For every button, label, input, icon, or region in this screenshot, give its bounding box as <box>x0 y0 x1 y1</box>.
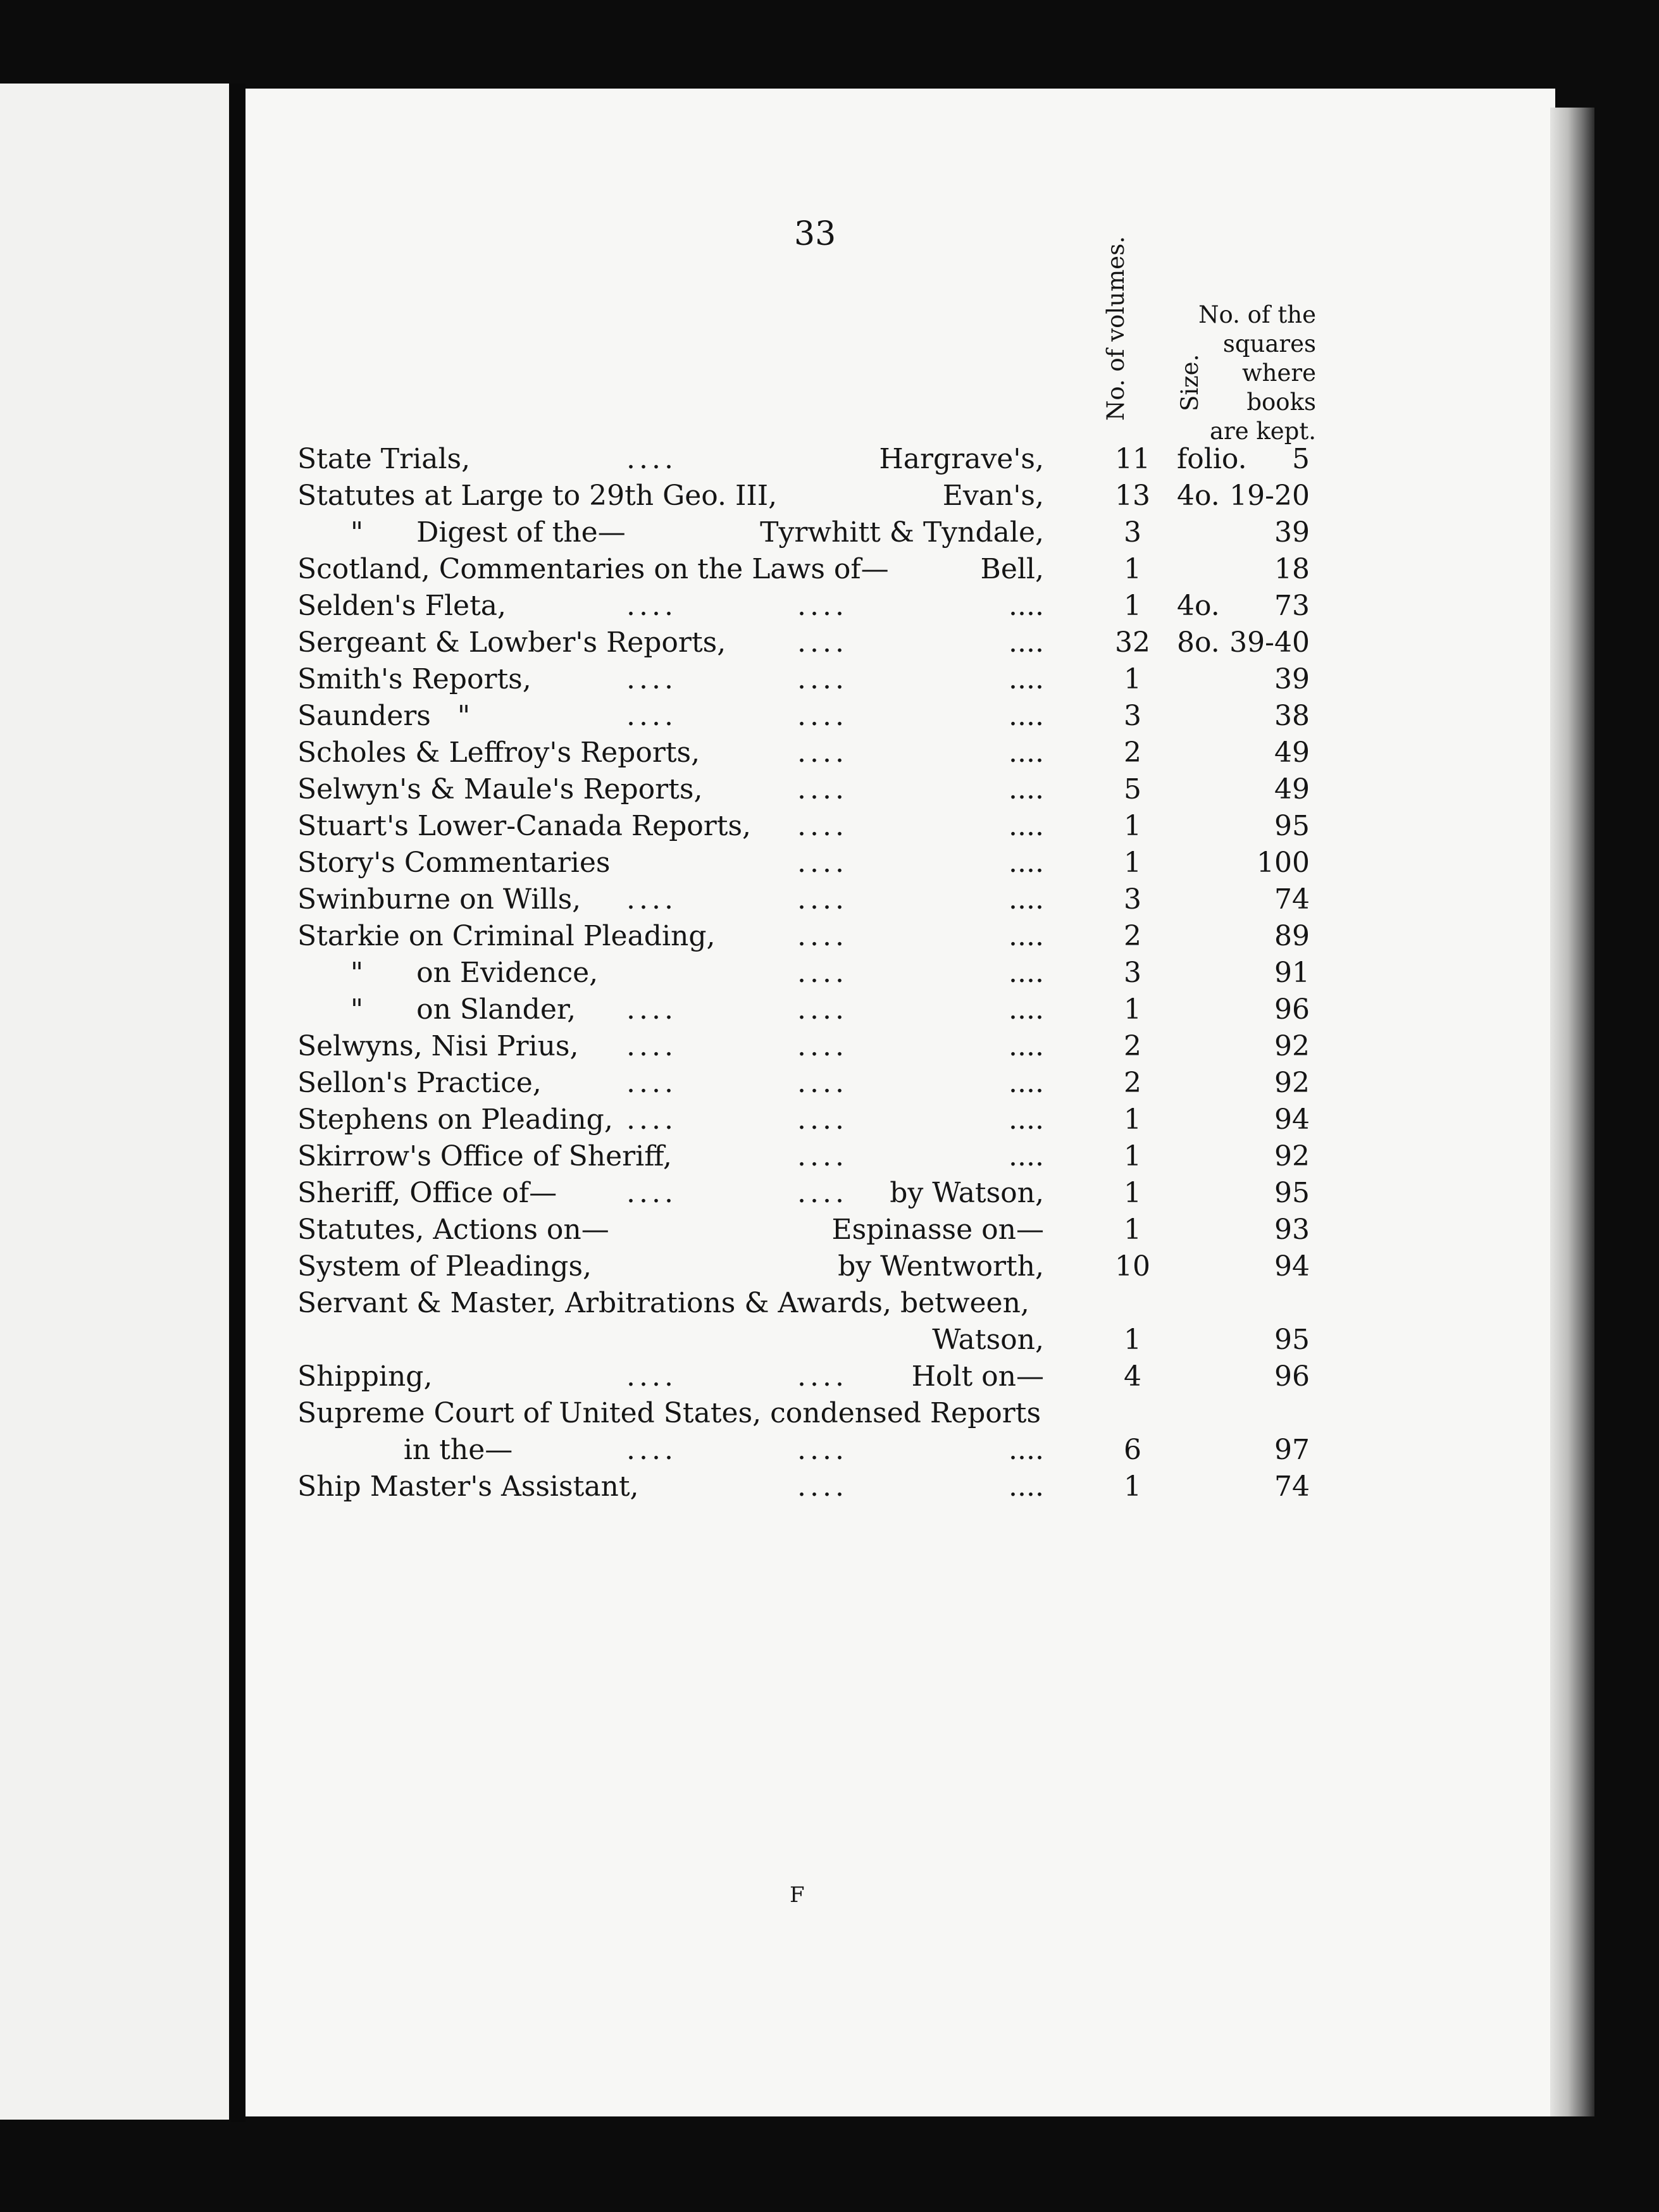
book-author: .... <box>1009 1067 1044 1099</box>
shelf-square: 39-40 <box>1229 626 1310 659</box>
book-title: Scotland, Commentaries on the Laws of— <box>297 553 889 585</box>
book-title: Selden's Fleta, <box>297 590 506 622</box>
leader-dots: .... <box>626 993 677 1026</box>
leader-dots: .... <box>626 1434 677 1466</box>
leader-dots: .... <box>797 663 848 695</box>
book-page <box>245 89 1555 2116</box>
volume-count: 3 <box>1124 700 1141 732</box>
book-author: .... <box>1009 847 1044 879</box>
signature-mark: F <box>790 1882 805 1908</box>
leader-dots: .... <box>626 1360 677 1393</box>
book-title: Ship Master's Assistant, <box>297 1470 639 1503</box>
leader-dots: .... <box>797 1434 848 1466</box>
leader-dots: .... <box>797 590 848 622</box>
shelf-square: 19-20 <box>1229 480 1310 512</box>
header-squares-line: squares <box>1222 330 1316 357</box>
book-title: Saunders " <box>297 700 471 732</box>
book-author: Evan's, <box>942 480 1044 512</box>
book-title: Sergeant & Lowber's Reports, <box>297 626 726 659</box>
shelf-square: 92 <box>1274 1067 1310 1099</box>
book-title: Swinburne on Wills, <box>297 883 581 916</box>
shelf-square: 89 <box>1274 920 1310 952</box>
volume-count: 5 <box>1124 773 1141 805</box>
leader-dots: .... <box>797 1140 848 1172</box>
book-title: State Trials, <box>297 443 471 475</box>
header-squares-line: books <box>1246 388 1316 416</box>
volume-count: 1 <box>1124 993 1141 1026</box>
leader-dots: .... <box>797 1103 848 1136</box>
book-author: .... <box>1009 920 1044 952</box>
book-gutter <box>230 84 245 2122</box>
book-title: Skirrow's Office of Sheriff, <box>297 1140 672 1172</box>
book-author: .... <box>1009 626 1044 659</box>
volume-count: 1 <box>1124 663 1141 695</box>
book-author: Espinasse on— <box>831 1214 1044 1246</box>
shelf-square: 95 <box>1274 1324 1310 1356</box>
shelf-square: 49 <box>1274 736 1310 769</box>
leader-dots: .... <box>626 883 677 916</box>
book-title: " on Evidence, <box>297 957 599 989</box>
leader-dots: .... <box>626 443 677 475</box>
book-author: by Wentworth, <box>838 1250 1044 1283</box>
header-volumes: No. of volumes. <box>1102 236 1129 421</box>
volume-count: 11 <box>1115 443 1150 475</box>
book-title: Shipping, <box>297 1360 433 1393</box>
volume-count: 1 <box>1124 810 1141 842</box>
leader-dots: .... <box>797 920 848 952</box>
header-squares-line: where <box>1242 359 1316 387</box>
book-author: by Watson, <box>890 1177 1044 1209</box>
book-title: Statutes, Actions on— <box>297 1214 609 1246</box>
leader-dots: .... <box>797 626 848 659</box>
volume-count: 1 <box>1124 1214 1141 1246</box>
leader-dots: .... <box>797 810 848 842</box>
book-size: 8o. <box>1177 626 1220 659</box>
header-squares-line: are kept. <box>1209 418 1316 445</box>
book-title: Starkie on Criminal Pleading, <box>297 920 716 952</box>
book-author: .... <box>1009 663 1044 695</box>
shelf-square: 92 <box>1274 1030 1310 1062</box>
shelf-square: 95 <box>1274 810 1310 842</box>
leader-dots: .... <box>626 1177 677 1209</box>
volume-count: 2 <box>1124 920 1141 952</box>
shelf-square: 74 <box>1274 883 1310 916</box>
leader-dots: .... <box>797 1030 848 1062</box>
shelf-square: 73 <box>1274 590 1310 622</box>
book-title: System of Pleadings, <box>297 1250 592 1283</box>
volume-count: 1 <box>1124 1140 1141 1172</box>
leader-dots: .... <box>797 700 848 732</box>
volume-count: 3 <box>1124 883 1141 916</box>
volume-count: 2 <box>1124 1067 1141 1099</box>
volume-count: 13 <box>1115 480 1150 512</box>
book-title: Stephens on Pleading, <box>297 1103 613 1136</box>
leader-dots: .... <box>626 1030 677 1062</box>
leader-dots: .... <box>626 1103 677 1136</box>
volume-count: 1 <box>1124 553 1141 585</box>
book-title: Supreme Court of United States, condensed Reports <box>297 1397 1041 1429</box>
volume-count: 10 <box>1115 1250 1150 1283</box>
volume-count: 4 <box>1124 1360 1141 1393</box>
book-title: Statutes at Large to 29th Geo. III, <box>297 480 778 512</box>
shelf-square: 39 <box>1274 663 1310 695</box>
book-author: .... <box>1009 1103 1044 1136</box>
shelf-square: 96 <box>1274 1360 1310 1393</box>
volume-count: 1 <box>1124 1324 1141 1356</box>
shelf-square: 49 <box>1274 773 1310 805</box>
leader-dots: .... <box>797 847 848 879</box>
shelf-square: 92 <box>1274 1140 1310 1172</box>
volume-count: 3 <box>1124 957 1141 989</box>
volume-count: 32 <box>1115 626 1150 659</box>
leader-dots: .... <box>797 773 848 805</box>
book-title: Story's Commentaries <box>297 847 611 879</box>
book-author: .... <box>1009 1434 1044 1466</box>
volume-count: 1 <box>1124 1177 1141 1209</box>
book-author: Bell, <box>980 553 1044 585</box>
book-title: in the— <box>297 1434 513 1466</box>
book-title: Smith's Reports, <box>297 663 531 695</box>
leader-dots: .... <box>626 700 677 732</box>
book-title: Selwyns, Nisi Prius, <box>297 1030 579 1062</box>
book-size: folio. <box>1177 443 1247 475</box>
volume-count: 3 <box>1124 516 1141 549</box>
book-author: .... <box>1009 700 1044 732</box>
book-title: Stuart's Lower-Canada Reports, <box>297 810 752 842</box>
book-title: Servant & Master, Arbitrations & Awards, between, <box>297 1287 1029 1319</box>
book-author: .... <box>1009 1140 1044 1172</box>
volume-count: 1 <box>1124 847 1141 879</box>
shelf-square: 95 <box>1274 1177 1310 1209</box>
facing-page <box>0 84 229 2120</box>
book-author: .... <box>1009 1470 1044 1503</box>
book-author: .... <box>1009 810 1044 842</box>
book-title: " on Slander, <box>297 993 576 1026</box>
volume-count: 2 <box>1124 1030 1141 1062</box>
leader-dots: .... <box>797 1177 848 1209</box>
volume-count: 1 <box>1124 1470 1141 1503</box>
book-author: .... <box>1009 1030 1044 1062</box>
shelf-square: 96 <box>1274 993 1310 1026</box>
book-author: .... <box>1009 883 1044 916</box>
leader-dots: .... <box>797 993 848 1026</box>
volume-count: 2 <box>1124 736 1141 769</box>
book-size: 4o. <box>1177 590 1220 622</box>
shelf-square: 94 <box>1274 1103 1310 1136</box>
page-edges <box>1550 108 1594 2116</box>
volume-count: 6 <box>1124 1434 1141 1466</box>
leader-dots: .... <box>797 1067 848 1099</box>
book-title: Selwyn's & Maule's Reports, <box>297 773 703 805</box>
book-title: Sheriff, Office of— <box>297 1177 557 1209</box>
shelf-square: 100 <box>1257 847 1310 879</box>
header-squares-line: No. of the <box>1198 301 1316 328</box>
shelf-square: 38 <box>1274 700 1310 732</box>
leader-dots: .... <box>797 883 848 916</box>
shelf-square: 97 <box>1274 1434 1310 1466</box>
leader-dots: .... <box>626 1067 677 1099</box>
volume-count: 1 <box>1124 590 1141 622</box>
book-author: .... <box>1009 957 1044 989</box>
header-squares <box>1190 301 1316 446</box>
shelf-square: 18 <box>1274 553 1310 585</box>
leader-dots: .... <box>626 663 677 695</box>
book-author: Tyrwhitt & Tyndale, <box>760 516 1044 549</box>
page-number: 33 <box>794 215 836 253</box>
shelf-square: 74 <box>1274 1470 1310 1503</box>
shelf-square: 94 <box>1274 1250 1310 1283</box>
book-author: Holt on— <box>911 1360 1044 1393</box>
shelf-square: 5 <box>1292 443 1310 475</box>
shelf-square: 39 <box>1274 516 1310 549</box>
book-author: Watson, <box>932 1324 1044 1356</box>
leader-dots: .... <box>797 1360 848 1393</box>
book-title: Scholes & Leffroy's Reports, <box>297 736 700 769</box>
header-size: Size. <box>1176 354 1203 411</box>
book-title: Sellon's Practice, <box>297 1067 542 1099</box>
leader-dots: .... <box>797 1470 848 1503</box>
book-title: " Digest of the— <box>297 516 626 549</box>
book-size: 4o. <box>1177 480 1220 512</box>
volume-count: 1 <box>1124 1103 1141 1136</box>
book-author: .... <box>1009 590 1044 622</box>
book-author: Hargrave's, <box>879 443 1044 475</box>
shelf-square: 91 <box>1274 957 1310 989</box>
book-author: .... <box>1009 773 1044 805</box>
leader-dots: .... <box>626 590 677 622</box>
book-author: .... <box>1009 993 1044 1026</box>
leader-dots: .... <box>797 736 848 769</box>
shelf-square: 93 <box>1274 1214 1310 1246</box>
leader-dots: .... <box>797 957 848 989</box>
book-author: .... <box>1009 736 1044 769</box>
